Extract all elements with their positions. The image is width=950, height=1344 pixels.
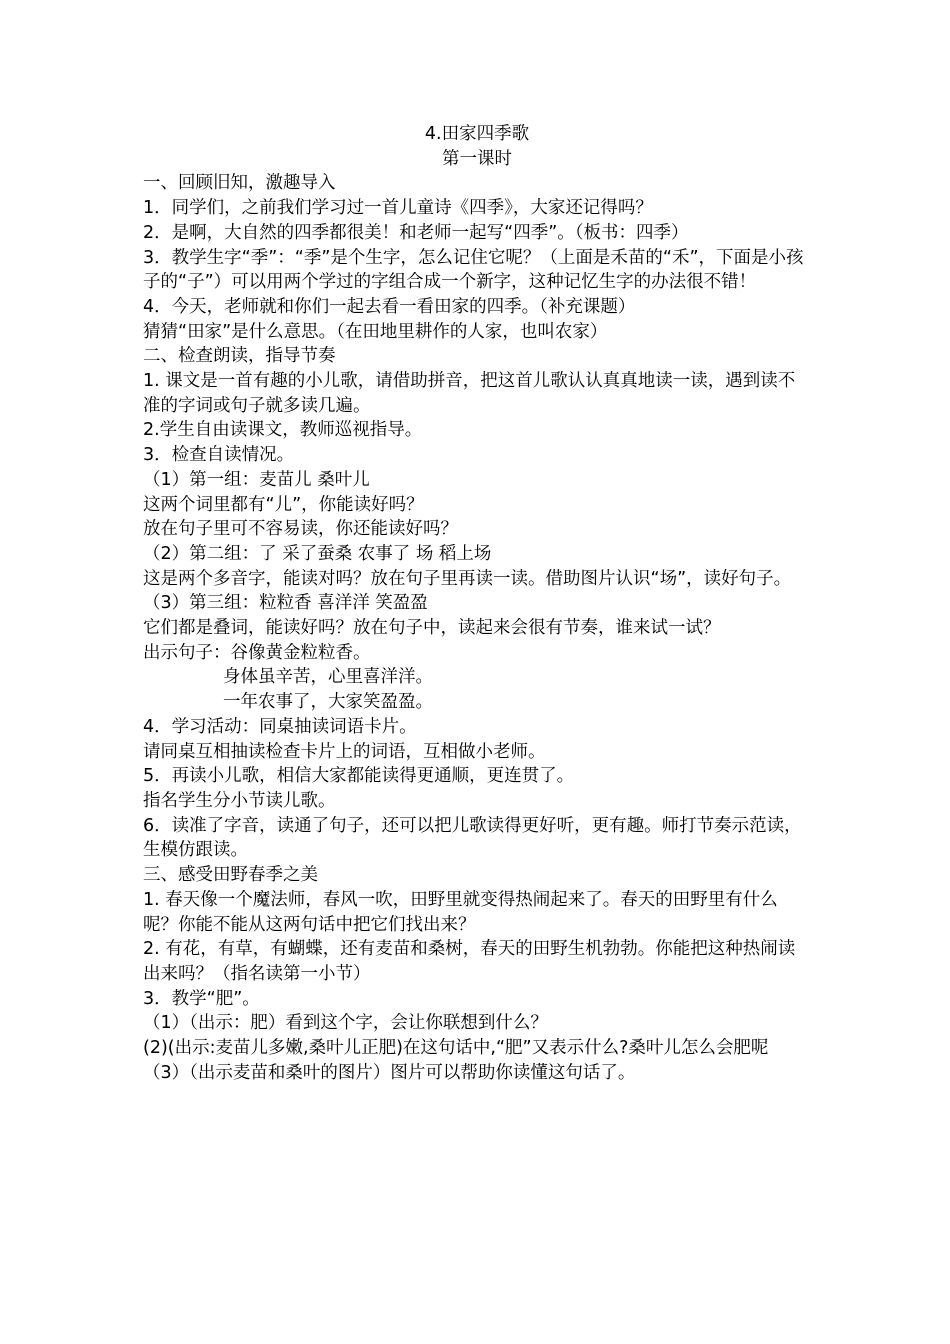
paragraph: 1. 春天像一个魔法师，春风一吹，田野里就变得热闹起来了。春天的田野里有什么呢？你能不能从这两句话中把它们找出来？ [143, 889, 778, 935]
paragraph: （3）第三组：粒粒香 喜洋洋 笑盈盈 [143, 593, 428, 614]
paragraph: 猜猜“田家”是什么意思。（在田地里耕作的人家，也叫农家） [143, 321, 608, 342]
paragraph: 2.学生自由读课文，教师巡视指导。 [143, 420, 423, 441]
paragraph: 2．是啊，大自然的四季都很美！和老师一起写“四季”。（板书：四季） [143, 222, 689, 243]
paragraph: （1）（出示：肥）看到这个字，会让你联想到什么？ [143, 1013, 548, 1034]
section-heading-1: 一、回顾旧知，激趣导入 [143, 173, 336, 194]
paragraph: 1．同学们，之前我们学习过一首儿童诗《四季》，大家还记得吗？ [143, 198, 653, 219]
paragraph: 3．教学生字“季”：“季”是个生字，怎么记住它呢？（上面是禾苗的“禾”，下面是小孩子的“子”）可以用两个学过的字组合成一个新字，这种记忆生字的办法很不错！ [143, 247, 804, 293]
paragraph: 放在句子里可不容易读，你还能读好吗？ [143, 519, 458, 540]
paragraph: （1）第一组：麦苗儿 桑叶儿 [143, 469, 370, 490]
paragraph: 4．学习活动：同桌抽读词语卡片。 [143, 716, 417, 737]
document-body [143, 122, 811, 1085]
paragraph: 这是两个多音字，能读对吗？放在句子里再读一读。借助图片认识“场”，读好句子。 [143, 568, 792, 589]
paragraph: 5．再读小儿歌，相信大家都能读得更通顺，更连贯了。 [143, 766, 575, 787]
paragraph: 1. 课文是一首有趣的小儿歌，请借助拼音，把这首儿歌认认真真地读一读，遇到读不准的字词或句子就多读几遍。 [143, 371, 796, 416]
lesson-subtitle: 第一课时 [442, 148, 512, 169]
lesson-title: 4.田家四季歌 [424, 124, 530, 144]
paragraph: 它们都是叠词，能读好吗？放在句子中，读起来会很有节奏，谁来试一试？ [143, 618, 721, 639]
paragraph: 指名学生分小节读儿歌。 [143, 790, 336, 811]
paragraph: 这两个词里都有“儿”，你能读好吗？ [143, 494, 424, 515]
paragraph: (2)(出示:麦苗儿多嫩,桑叶儿正肥)在这句话中,“肥”又表示什么?桑叶儿怎么会肥呢 [143, 1038, 769, 1059]
paragraph: 4．今天，老师就和你们一起去看一看田家的四季。（补充课题） [143, 296, 636, 317]
section-heading-2: 二、检查朗读，指导节奏 [143, 346, 336, 367]
paragraph: 出示句子：谷像黄金粒粒香。 [143, 642, 371, 663]
poem-line: 身体虽辛苦，心里喜洋洋。 [223, 667, 433, 688]
paragraph: 请同桌互相抽读检查卡片上的词语，互相做小老师。 [143, 741, 546, 762]
paragraph: 2. 有花，有草，有蝴蝶，还有麦苗和桑树，春天的田野生机勃勃。你能把这种热闹读出来吗？（指名读第一小节） [143, 939, 796, 984]
paragraph: 3．教学“肥”。 [143, 988, 260, 1009]
paragraph: 6．读准了字音，读通了句子，还可以把儿歌读得更好听，更有趣。师打节奏示范读，生模仿跟读。 [143, 815, 802, 861]
paragraph: 3．检查自读情况。 [143, 445, 295, 466]
poem-line: 一年农事了，大家笑盈盈。 [223, 692, 433, 713]
paragraph: （3）（出示麦苗和桑叶的图片）图片可以帮助你读懂这句话了。 [143, 1062, 636, 1083]
section-heading-3: 三、感受田野春季之美 [143, 865, 318, 886]
paragraph: （2）第二组：了 采了蚕桑 农事了 场 稻上场 [143, 543, 492, 564]
